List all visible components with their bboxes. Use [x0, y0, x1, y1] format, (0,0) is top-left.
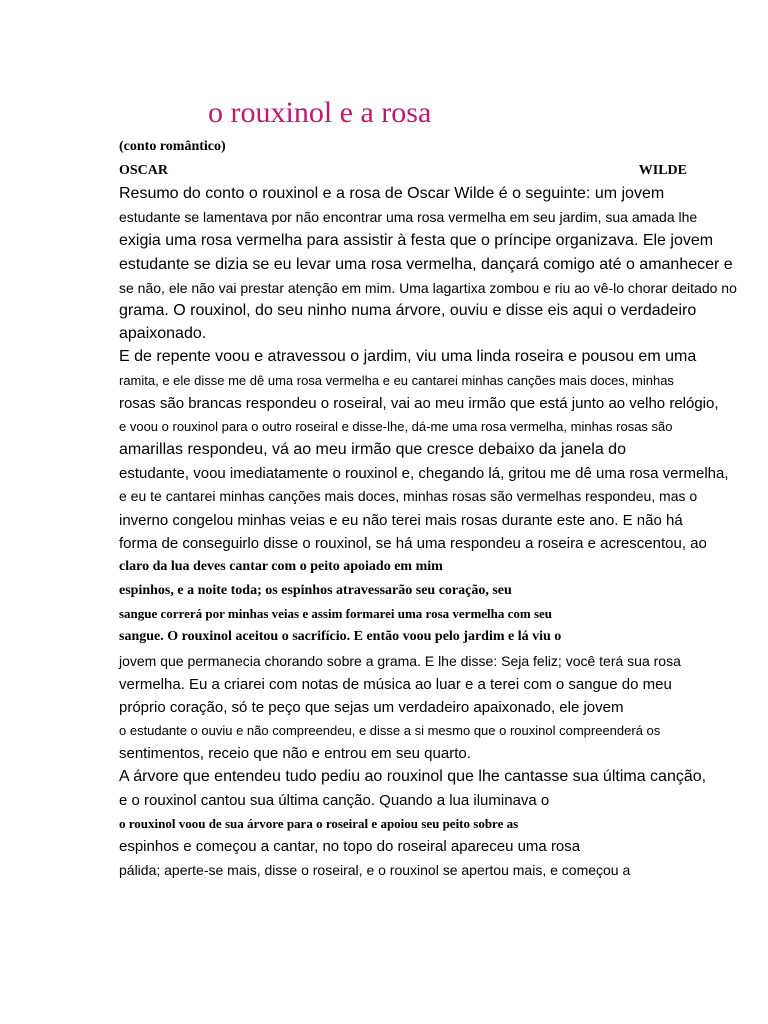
paragraph-line: próprio coração, só te peço que sejas um verdadeiro apaixonado, ele jovem: [119, 699, 624, 716]
paragraph-line: apaixonado.: [119, 325, 207, 342]
paragraph-line: estudante, voou imediatamente o rouxinol e, chegando lá, gritou me dê uma rosa vermelha,: [119, 465, 729, 482]
paragraph-line: claro da lua deves cantar com o peito apoiado em mim: [119, 559, 443, 574]
paragraph-line: jovem que permanecia chorando sobre a grama. E lhe disse: Seja feliz; você terá sua rosa: [119, 653, 681, 669]
paragraph-line: exigia uma rosa vermelha para assistir à festa que o príncipe organizava. Ele jovem: [119, 232, 714, 249]
paragraph-line: estudante se lamentava por não encontrar uma rosa vermelha em seu jardim, sua amada lhe: [119, 209, 698, 225]
author-first-name: OSCAR: [119, 163, 169, 178]
author-line: [119, 163, 687, 179]
paragraph-line: sangue. O rouxinol aceitou o sacrifício. E então voou pelo jardim e lá viu o: [119, 629, 562, 644]
paragraph-line: amarillas respondeu, vá ao meu irmão que cresce debaixo da janela do: [119, 441, 626, 458]
paragraph-line: ramita, e ele disse me dê uma rosa vermelha e eu cantarei minhas canções mais doces, minhas: [119, 373, 674, 388]
paragraph-line: espinhos e começou a cantar, no topo do roseiral apareceu uma rosa: [119, 838, 581, 855]
paragraph-line: e o rouxinol cantou sua última canção. Quando a lua iluminava o: [119, 792, 550, 809]
paragraph-line: sangue correrá por minhas veias e assim formarei uma rosa vermelha com seu: [119, 606, 553, 621]
paragraph-line: rosas são brancas respondeu o roseiral, vai ao meu irmão que está junto ao velho relógio,: [119, 395, 719, 412]
paragraph-line: o rouxinol voou de sua árvore para o roseiral e apoiou seu peito sobre as: [119, 816, 519, 831]
document-title: o rouxinol e a rosa: [208, 96, 432, 129]
author-last-name: WILDE: [638, 163, 687, 178]
paragraph-line: A árvore que entendeu tudo pediu ao rouxinol que lhe cantasse sua última canção,: [119, 768, 707, 785]
paragraph-line: espinhos, e a noite toda; os espinhos atravessarão seu coração, seu: [119, 583, 512, 598]
paragraph-line: pálida; aperte-se mais, disse o roseiral, e o rouxinol se apertou mais, e começou a: [119, 862, 631, 878]
paragraph-line: e eu te cantarei minhas canções mais doces, minhas rosas são vermelhas respondeu, mas o: [119, 488, 698, 504]
paragraph-line: se não, ele não vai prestar atenção em mim. Uma lagartixa zombou e riu ao vê-lo chorar deitado no: [119, 280, 737, 296]
paragraph-line: Resumo do conto o rouxinol e a rosa de Oscar Wilde é o seguinte: um jovem: [119, 185, 665, 202]
paragraph-line: e voou o rouxinol para o outro roseiral e disse-lhe, dá-me uma rosa vermelha, minhas rosas são: [119, 419, 673, 434]
paragraph-line: forma de conseguirlo disse o rouxinol, se há uma respondeu a roseira e acrescentou, ao: [119, 535, 707, 552]
paragraph-line: vermelha. Eu a criarei com notas de música ao luar e a terei com o sangue do meu: [119, 676, 672, 693]
paragraph-line: sentimentos, receio que não e entrou em seu quarto.: [119, 745, 471, 762]
paragraph-line: o estudante o ouviu e não compreendeu, e disse a si mesmo que o rouxinol compreenderá os: [119, 723, 661, 738]
paragraph-line: grama. O rouxinol, do seu ninho numa árvore, ouviu e disse eis aqui o verdadeiro: [119, 302, 697, 319]
paragraph-line: E de repente voou e atravessou o jardim, viu uma linda roseira e pousou em uma: [119, 348, 697, 365]
document-subtitle: (conto romântico): [119, 139, 226, 154]
paragraph-line: estudante se dizia se eu levar uma rosa vermelha, dançará comigo até o amanhecer e: [119, 256, 733, 273]
paragraph-line: inverno congelou minhas veias e eu não terei mais rosas durante este ano. E não há: [119, 512, 683, 529]
